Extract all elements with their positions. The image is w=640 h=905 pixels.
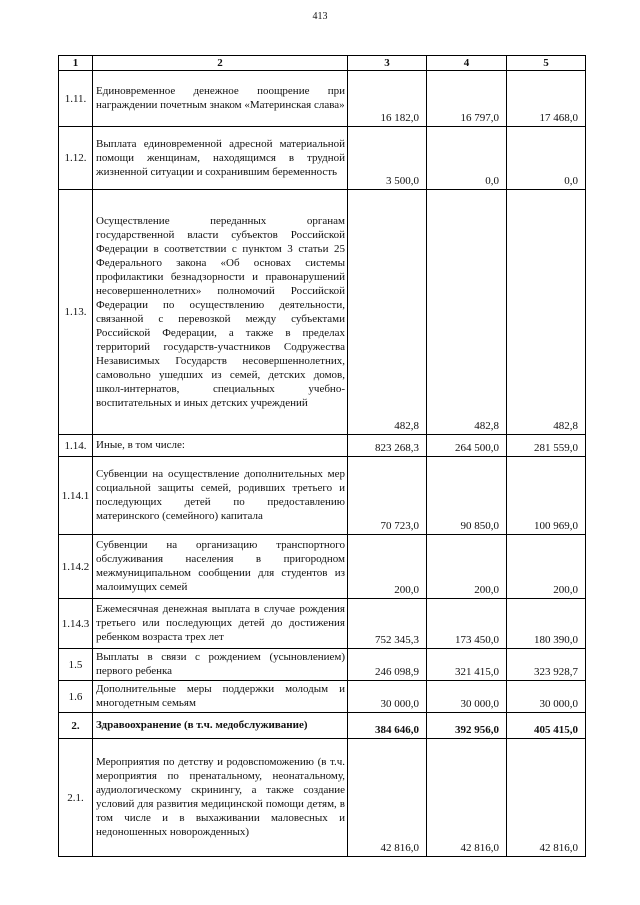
value-col-4: 16 797,0: [427, 71, 507, 127]
value-col-4: 200,0: [427, 535, 507, 599]
value-col-5: 17 468,0: [507, 71, 586, 127]
value-col-3: 200,0: [348, 535, 427, 599]
row-description: Выплата единовременной адресной материальной помощи женщинам, находящимся в трудной жизненной ситуации и сохранившим беременность: [93, 127, 348, 190]
table-row: [59, 535, 586, 599]
value-col-3: 70 723,0: [348, 457, 427, 535]
row-number: 1.13.: [59, 190, 93, 435]
value-col-4: 392 956,0: [427, 713, 507, 739]
table-row: [59, 71, 586, 127]
value-col-3: 384 646,0: [348, 713, 427, 739]
row-number: 2.: [59, 713, 93, 739]
row-number: 1.14.2: [59, 535, 93, 599]
row-number: 1.14.: [59, 435, 93, 457]
value-col-4: 90 850,0: [427, 457, 507, 535]
header-col-4: 4: [427, 56, 507, 71]
value-col-5: 405 415,0: [507, 713, 586, 739]
value-col-3: 16 182,0: [348, 71, 427, 127]
value-col-4: 42 816,0: [427, 739, 507, 857]
value-col-3: 3 500,0: [348, 127, 427, 190]
row-description: Выплаты в связи с рождением (усыновлением) первого ребенка: [93, 649, 348, 681]
row-number: 2.1.: [59, 739, 93, 857]
value-col-4: 30 000,0: [427, 681, 507, 713]
value-col-3: 30 000,0: [348, 681, 427, 713]
row-number: 1.6: [59, 681, 93, 713]
row-description: Субвенции на организацию транспортного обслуживания населения в пригородном межмуниципальном сообщении для студентов из малоимущих семей: [93, 535, 348, 599]
value-col-3: 482,8: [348, 190, 427, 435]
row-description: Единовременное денежное поощрение при награждении почетным знаком «Материнская слава»: [93, 71, 348, 127]
row-number: 1.12.: [59, 127, 93, 190]
value-col-4: 0,0: [427, 127, 507, 190]
header-col-5: 5: [507, 56, 586, 71]
table-header-row: [59, 56, 586, 71]
value-col-3: 42 816,0: [348, 739, 427, 857]
budget-table: [58, 55, 586, 857]
row-description: Субвенции на осуществление дополнительных мер социальной защиты семей, родивших третьего и последующих детей по предоставлению материнского (семейного) капитала: [93, 457, 348, 535]
value-col-4: 321 415,0: [427, 649, 507, 681]
table-row: [59, 739, 586, 857]
row-description: Осуществление переданных органам государственной власти субъектов Российской Федерации в соответствии с пунктом 3 статьи 25 Федерального закона «Об основах системы профилактики безнадзорности и правонарушений несовершеннолетних» полномочий Российской Федерации по осуществлению деятельности, связанной с перевозкой между субъектами Российской Федерации, а также в пределах территорий государств-участников Содружества Независимых Государств несовершеннолетних, самовольно ушедших из семей, детских домов, школ-интернатов, специальных учебно-воспитательных и иных детских учреждений: [93, 190, 348, 435]
row-description: Здравоохранение (в т.ч. медобслуживание): [93, 713, 348, 739]
header-col-2: 2: [93, 56, 348, 71]
row-description: Мероприятия по детству и родовспоможению (в т.ч. мероприятия по пренатальному, неонатальному, аудиологическому скринингу, а также создание условий для развития медицинской помощи детям, в том числе и в выхаживании маловесных и недоношенных новорожденных): [93, 739, 348, 857]
value-col-4: 482,8: [427, 190, 507, 435]
value-col-5: 482,8: [507, 190, 586, 435]
page-number: 413: [312, 11, 328, 22]
value-col-5: 180 390,0: [507, 599, 586, 649]
row-number: 1.14.3: [59, 599, 93, 649]
value-col-5: 30 000,0: [507, 681, 586, 713]
value-col-3: 752 345,3: [348, 599, 427, 649]
value-col-4: 264 500,0: [427, 435, 507, 457]
value-col-5: 42 816,0: [507, 739, 586, 857]
table-row: [59, 457, 586, 535]
row-description: Ежемесячная денежная выплата в случае рождения третьего или последующих детей до достижения ребенком возраста трех лет: [93, 599, 348, 649]
value-col-3: 246 098,9: [348, 649, 427, 681]
row-number: 1.14.1: [59, 457, 93, 535]
value-col-5: 0,0: [507, 127, 586, 190]
table-row: [59, 649, 586, 681]
header-col-3: 3: [348, 56, 427, 71]
header-col-1: 1: [59, 56, 93, 71]
table-row-section-total: [59, 713, 586, 739]
value-col-5: 100 969,0: [507, 457, 586, 535]
value-col-3: 823 268,3: [348, 435, 427, 457]
value-col-4: 173 450,0: [427, 599, 507, 649]
value-col-5: 200,0: [507, 535, 586, 599]
table-row: [59, 190, 586, 435]
row-number: 1.11.: [59, 71, 93, 127]
table-row: [59, 599, 586, 649]
value-col-5: 281 559,0: [507, 435, 586, 457]
value-col-5: 323 928,7: [507, 649, 586, 681]
row-number: 1.5: [59, 649, 93, 681]
table-row: [59, 435, 586, 457]
table-row: [59, 127, 586, 190]
table-row: [59, 681, 586, 713]
row-description: Иные, в том числе:: [93, 435, 348, 457]
row-description: Дополнительные меры поддержки молодым и многодетным семьям: [93, 681, 348, 713]
